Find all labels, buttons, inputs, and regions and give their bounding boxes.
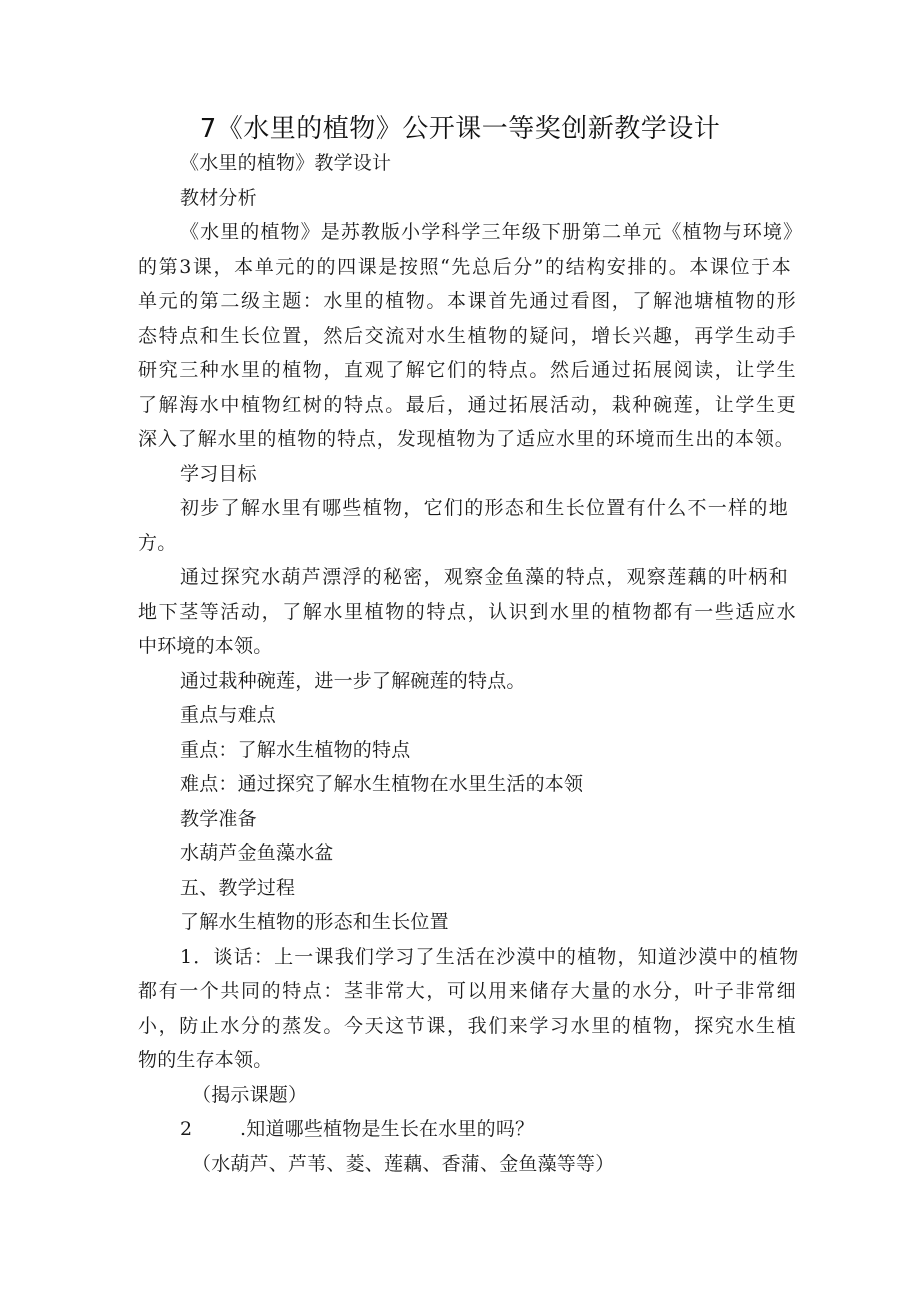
step1-note: （揭示课题） [192, 1084, 308, 1106]
paragraph-line: 态特点和生长位置，然后交流对水生植物的疑问，增长兴趣，再学生动手 [138, 325, 798, 347]
goal-line: 中环境的本领。 [138, 635, 273, 657]
difficult-point: 难点：通过探究了解水生植物在水里生活的本领 [180, 773, 584, 795]
goal-line: 通过探究水葫芦漂浮的秘密，观察金鱼藻的特点，观察莲藕的叶柄和 [180, 566, 790, 588]
key-point: 重点：了解水生植物的特点 [180, 739, 411, 761]
document-subtitle: 《水里的植物》教学设计 [180, 152, 392, 174]
process-subheading: 了解水生植物的形态和生长位置 [180, 911, 449, 933]
step2-number: 2 [180, 1118, 193, 1140]
section-heading-goals: 学习目标 [180, 463, 257, 485]
prep-items: 水葫芦金鱼藻水盆 [180, 842, 334, 864]
paragraph-line: 了解海水中植物红树的特点。最后，通过拓展活动，栽种碗莲，让学生更 [138, 394, 798, 416]
paragraph-line: 研究三种水里的植物，直观了解它们的特点。然后通过拓展阅读，让学生 [138, 359, 798, 381]
section-heading-key: 重点与难点 [180, 704, 277, 726]
step-line: 物的生存本领。 [138, 1049, 273, 1071]
goal-line: 通过栽种碗莲，进一步了解碗莲的特点。 [180, 670, 526, 692]
step-line: 1．谈话：上一课我们学习了生活在沙漠中的植物，知道沙漠中的植物 [180, 946, 800, 968]
step-line: 都有一个共同的特点：茎非常大，可以用来储存大量的水分，叶子非常细 [138, 980, 798, 1002]
goal-line: 方。 [138, 532, 177, 554]
document-title: 7《水里的植物》公开课一等奖创新教学设计 [199, 114, 721, 144]
step-line: 小，防止水分的蒸发。今天这节课，我们来学习水里的植物，探究水生植 [138, 1015, 798, 1037]
paragraph-line: 单元的第二级主题：水里的植物。本课首先通过看图，了解池塘植物的形 [138, 290, 798, 312]
paragraph-line: 的第3课，本单元的的四课是按照“先总后分”的结构安排的。本课位于本 [138, 256, 793, 278]
section-heading-material: 教材分析 [180, 187, 257, 209]
step2-text: .知道哪些植物是生长在水里的吗？ [240, 1118, 535, 1140]
goal-line: 地下茎等活动，了解水里植物的特点，认识到水里的植物都有一些适应水 [138, 601, 798, 623]
paragraph-line: 《水里的植物》是苏教版小学科学三年级下册第二单元《植物与环境》 [180, 221, 804, 243]
section-heading-process: 五、教学过程 [180, 877, 296, 899]
paragraph-line: 深入了解水里的植物的特点，发现植物为了适应水里的环境而生出的本领。 [138, 428, 795, 450]
goal-line: 初步了解水里有哪些植物，它们的形态和生长位置有什么不一样的地 [180, 497, 790, 519]
section-heading-prep: 教学准备 [180, 808, 257, 830]
step2-note: （水葫芦、芦苇、菱、莲藕、香蒲、金鱼藻等等） [192, 1153, 615, 1175]
